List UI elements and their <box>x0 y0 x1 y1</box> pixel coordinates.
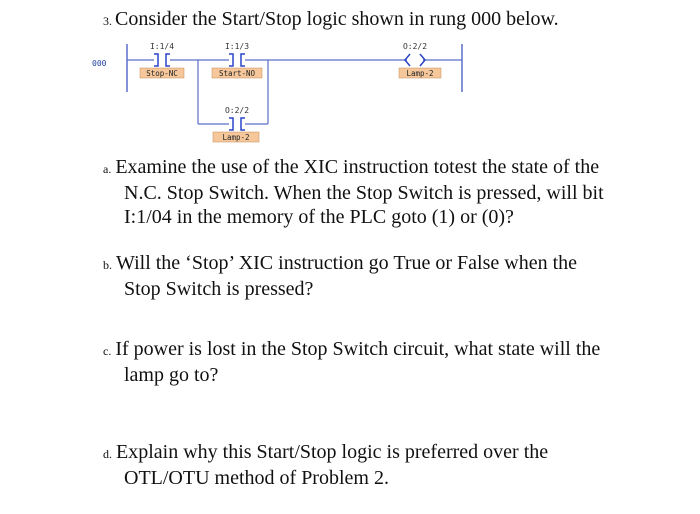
part-text-line: Will the ‘Stop’ XIC instruction go True or False when the <box>116 252 578 274</box>
part-text-line: OTL/OTU method of Problem 2. <box>124 467 389 489</box>
part-text-line: Examine the use of the XIC instruction totest the state of the <box>115 156 600 178</box>
xic-contact-icon <box>229 54 245 66</box>
part-c <box>103 337 693 387</box>
xic-contact-icon <box>154 54 170 66</box>
part-letter: d. <box>103 447 112 461</box>
part-text-line: Stop Switch is pressed? <box>124 278 314 300</box>
coil-label: Lamp-2 <box>406 69 434 78</box>
ladder-diagram <box>0 0 700 150</box>
part-letter: b. <box>103 258 112 272</box>
part-letter: c. <box>103 344 112 358</box>
part-b <box>103 251 693 301</box>
coil-address: O:2/2 <box>402 42 428 51</box>
contact-label: Lamp-2 <box>222 133 250 142</box>
contact-address: I:1/4 <box>149 42 175 51</box>
contact-label: Start-NO <box>218 69 256 78</box>
question-number: 3. <box>103 14 112 28</box>
contact-address: O:2/2 <box>224 106 250 115</box>
part-text-line: N.C. Stop Switch. When the Stop Switch is pressed, will bit <box>124 182 604 204</box>
xic-contact-icon <box>229 118 245 130</box>
contact-address: I:1/3 <box>224 42 250 51</box>
part-d <box>103 440 693 490</box>
question-title: Consider the Start/Stop logic shown in rung 000 below. <box>115 8 559 30</box>
rung-number: 000 <box>92 59 107 68</box>
part-text-line: If power is lost in the Stop Switch circuit, what state will the <box>115 338 601 360</box>
part-a <box>103 155 693 229</box>
contact-label: Stop-NC <box>146 69 178 78</box>
part-text-line: I:1/04 in the memory of the PLC goto (1) or (0)? <box>124 206 514 228</box>
ote-coil-icon <box>405 54 425 66</box>
part-letter: a. <box>103 162 112 176</box>
part-text-line: Explain why this Start/Stop logic is preferred over the <box>116 441 549 463</box>
part-text-line: lamp go to? <box>124 364 219 386</box>
